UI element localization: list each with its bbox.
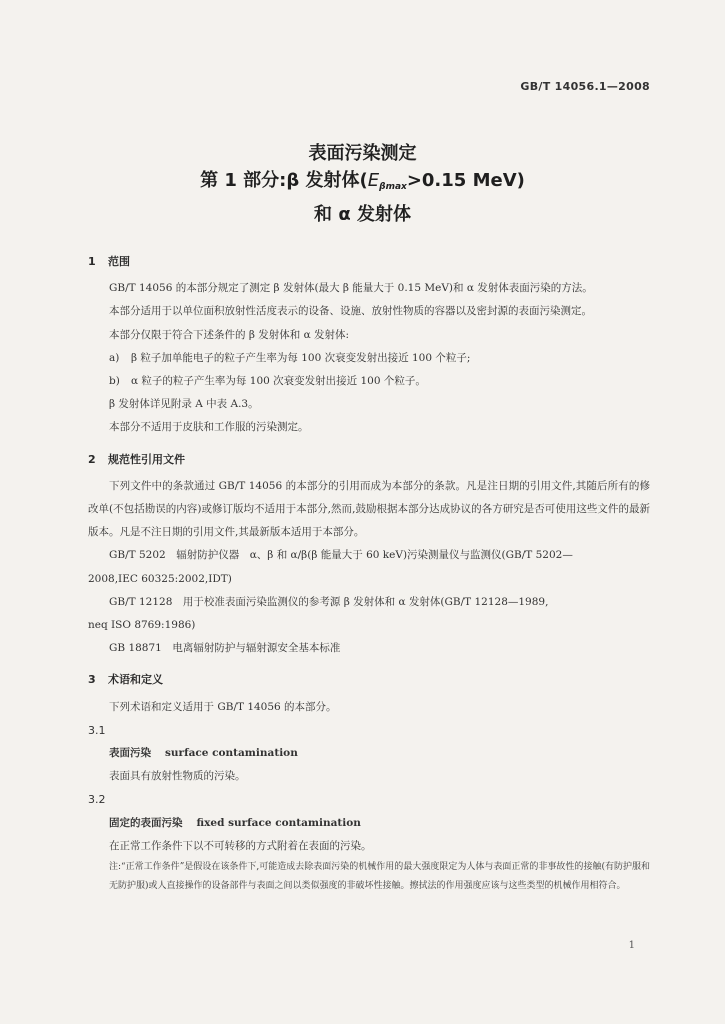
title-energy-symbol: E — [367, 170, 380, 191]
document-title — [0, 140, 725, 228]
term-number: 3.2 — [88, 793, 106, 807]
note — [88, 858, 650, 896]
title-line-2-post: >0.15 MeV) — [406, 170, 525, 191]
paragraph: GB/T 14056 的本部分规定了测定 β 发射体(最大 β 能量大于 0.15 MeV)和 α 发射体表面污染的方法。 — [109, 282, 593, 295]
reference-entry: GB/T 5202 辐射防护仪器 α、β 和 α/β(β 能量大于 60 keV)污染测量仪与监测仪(GB/T 5202— — [109, 549, 573, 562]
section-number: 1 — [88, 255, 96, 268]
title-line-2 — [0, 167, 725, 201]
reference-entry-continued: 2008,IEC 60325:2002,IDT) — [88, 572, 232, 585]
term-english: fixed surface contamination — [196, 816, 361, 829]
list-marker: a) — [109, 351, 120, 364]
term-chinese: 固定的表面污染 — [109, 816, 183, 829]
note-text: “正常工作条件”是假设在该条件下,可能造成去除表面污染的机械作用的最大强度限定为人体与表面正常的非事故性的接触(有防护服和无防护服)或人直接操作的设备部件与表面之间以类似强度的非破坏性接触。擦拭法的作用强度应该与这些类型的机械作用相符合。 — [109, 862, 650, 892]
document-body — [88, 250, 650, 896]
reference-entry: GB/T 12128 用于校准表面污染监测仪的参考源 β 发射体和 α 发射体(GB/T 12128—1989, — [109, 595, 549, 608]
reference-entry: GB 18871 电离辐射防护与辐射源安全基本标准 — [109, 642, 341, 655]
term-number: 3.1 — [88, 723, 106, 737]
title-line-2-pre: 第 1 部分:β 发射体( — [200, 170, 368, 191]
reference-entry-continued: neq ISO 8769:1986) — [88, 619, 196, 632]
paragraph: 本部分不适用于皮肤和工作服的污染测定。 — [109, 421, 309, 434]
standard-code: GB/T 14056.1—2008 — [520, 80, 650, 93]
paragraph: β 发射体详见附录 A 中表 A.3。 — [109, 398, 259, 411]
list-item — [88, 347, 650, 370]
section-heading-terms-definitions — [88, 668, 650, 691]
paragraph: 本部分仅限于符合下述条件的 β 发射体和 α 发射体: — [109, 328, 350, 341]
section-heading-scope — [88, 250, 650, 273]
section-title: 范围 — [108, 255, 130, 268]
term-chinese: 表面污染 — [109, 747, 151, 760]
term-definition: 在正常工作条件下以不可转移的方式附着在表面的污染。 — [109, 839, 372, 852]
term-definition: 表面具有放射性物质的污染。 — [109, 770, 246, 783]
paragraph: 下列文件中的条款通过 GB/T 14056 的本部分的引用而成为本部分的条款。凡是注日期的引用文件,其随后所有的修改单(不包括勘误的内容)或修订版均不适用于本部分,然而,鼓励根据本部分达成协议的各方研究是否可使用这些文件的最新版本。凡是不注日期的引用文件,其最新版本适用于本部分。 — [88, 479, 650, 539]
term-heading — [88, 812, 650, 835]
section-title: 术语和定义 — [108, 673, 163, 687]
paragraph: 下列术语和定义适用于 GB/T 14056 的本部分。 — [109, 700, 337, 713]
term-english: surface contamination — [165, 747, 298, 760]
list-marker: b) — [109, 375, 120, 388]
title-energy-subscript: βmax — [379, 182, 407, 192]
term-heading — [88, 742, 650, 765]
note-label: 注: — [109, 862, 122, 873]
title-line-3: 和 α 发射体 — [314, 204, 411, 225]
section-title: 规范性引用文件 — [108, 452, 185, 466]
title-line-1: 表面污染测定 — [308, 143, 417, 164]
section-heading-normative-references — [88, 448, 650, 471]
section-number: 2 — [88, 452, 96, 466]
list-item — [88, 370, 650, 393]
list-text: β 粒子加单能电子的粒子产生率为每 100 次衰变发射出接近 100 个粒子; — [131, 351, 471, 364]
page-number: 1 — [628, 940, 635, 951]
paragraph: 本部分适用于以单位面积放射性活度表示的设备、设施、放射性物质的容器以及密封源的表面污染测定。 — [109, 305, 592, 318]
list-text: α 粒子的粒子产生率为每 100 次衰变发射出接近 100 个粒子。 — [131, 375, 426, 388]
section-number: 3 — [88, 673, 96, 687]
